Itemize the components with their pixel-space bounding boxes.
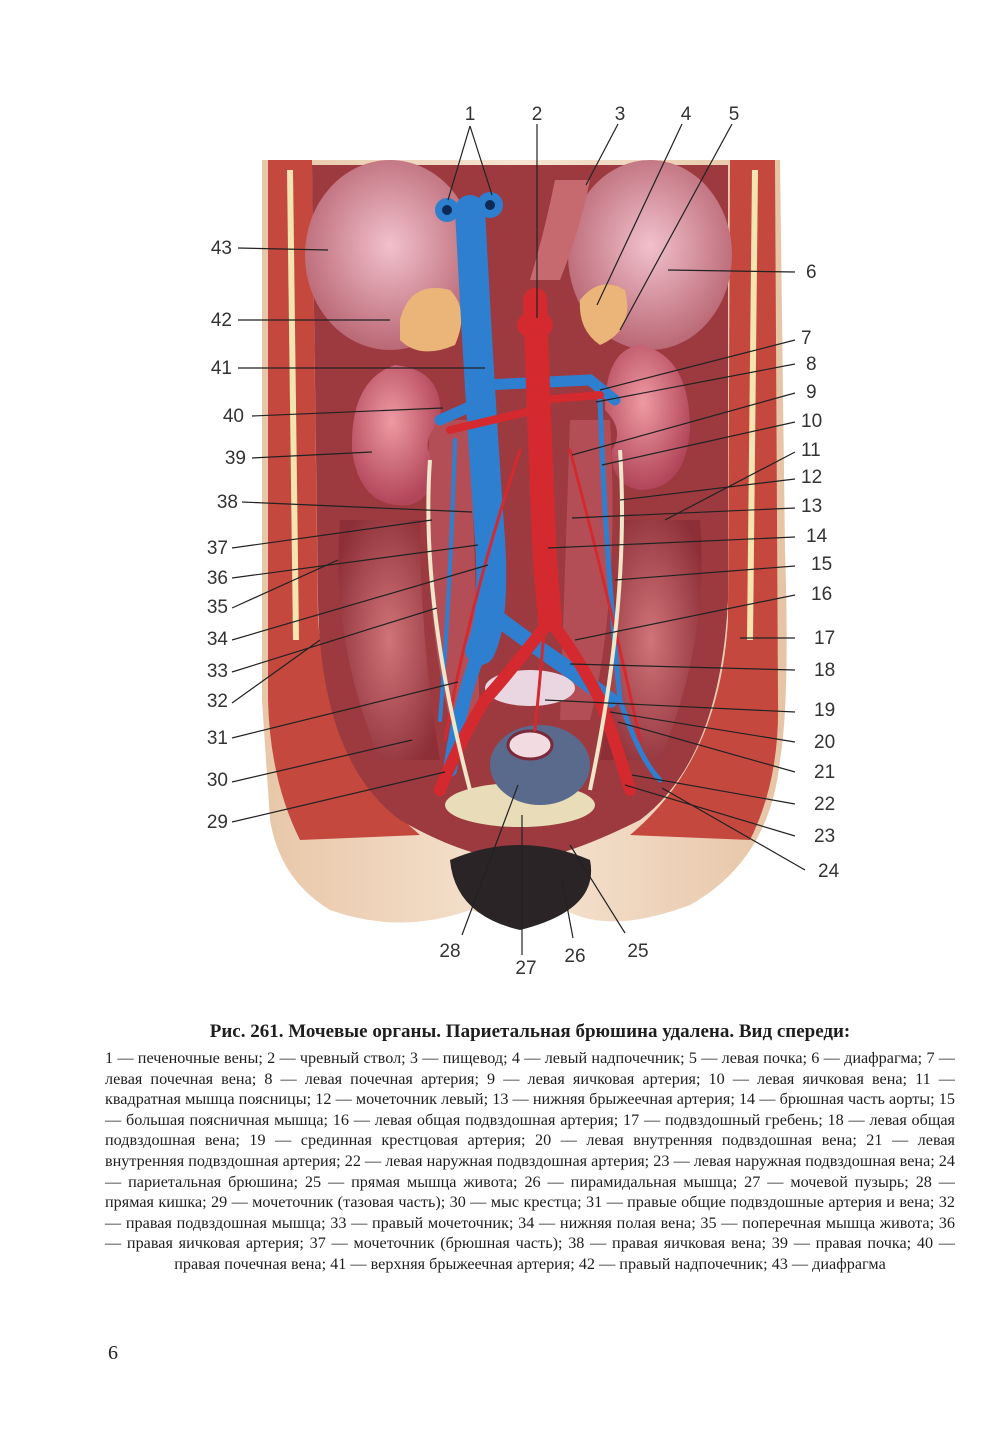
callout-39: 39 xyxy=(224,448,246,469)
caption-title: Рис. 261. Мочевые органы. Париетальная брюшина удалена. Вид спереди: xyxy=(209,1021,851,1042)
callout-43: 43 xyxy=(210,238,232,259)
callout-15: 15 xyxy=(811,554,833,575)
callout-24: 24 xyxy=(818,861,840,882)
pubic-hair xyxy=(450,845,591,930)
callout-17: 17 xyxy=(814,628,836,649)
callout-34: 34 xyxy=(206,629,228,650)
callout-13: 13 xyxy=(801,496,823,517)
callout-11: 11 xyxy=(801,440,821,461)
callout-8: 8 xyxy=(806,354,817,375)
figure-caption xyxy=(105,1020,955,1275)
callout-41: 41 xyxy=(210,358,232,379)
callout-14: 14 xyxy=(806,526,828,547)
callout-32: 32 xyxy=(206,691,228,712)
callout-20: 20 xyxy=(814,732,836,753)
callout-25: 25 xyxy=(627,941,649,962)
callout-42: 42 xyxy=(210,310,232,331)
callout-4: 4 xyxy=(680,104,692,125)
page-number: 6 xyxy=(108,1342,118,1364)
callout-9: 9 xyxy=(806,382,817,403)
callout-31: 31 xyxy=(206,728,228,749)
callout-28: 28 xyxy=(439,941,461,962)
callout-36: 36 xyxy=(206,568,228,589)
callout-38: 38 xyxy=(216,492,238,513)
callout-30: 30 xyxy=(206,770,228,791)
callout-33: 33 xyxy=(206,661,228,682)
celiac-trunk xyxy=(517,311,553,339)
callout-16: 16 xyxy=(811,584,833,605)
callout-19: 19 xyxy=(814,700,836,721)
callout-7: 7 xyxy=(801,328,812,349)
callout-5: 5 xyxy=(728,104,740,125)
callout-10: 10 xyxy=(801,411,823,432)
callout-2: 2 xyxy=(531,104,543,125)
callout-18: 18 xyxy=(814,660,836,681)
callout-26: 26 xyxy=(564,946,586,967)
callout-23: 23 xyxy=(814,826,836,847)
callout-37: 37 xyxy=(206,538,228,559)
callout-22: 22 xyxy=(814,794,836,815)
caption-legend: 1 — печеночные вены; 2 — чревный ствол; 3 — пищевод; 4 — левый надпочечник; 5 — левая почка; 6 — диафрагма; 7 — левая почечная вена; 8 — левая почечная артерия; 9 — левая яичковая артерия; 10 — левая яичковая вена; 11 — квадратная мышца поясницы; 12 — мочеточник левый; 13 — нижняя брыжеечная артерия; 14 — брюшная часть аорты; 15 — большая поясничная мышца; 16 — левая общая подвздошная артерия; 17 — подвздошный гребень; 18 — левая общая подвздошная вена; 19 — срединная крестцовая артерия; 20 — левая внутренняя подвздошная вена; 21 — левая внутренняя подвздошная артерия; 22 — левая наружная подвздошная артерия; 23 — левая наружная подвздошная вена; 24 — париетальная брюшина; 25 — прямая мышца живота; 26 — пирамидальная мышца; 27 — мочевой пузырь; 28 — прямая кишка; 29 — мочеточник (тазовая часть); 30 — мыс крестца; 31 — правые общие подвздошные артерия и вена; 32 — правая подвздошная мышца; 33 — правый мочеточник; 34 — нижняя полая вена; 35 — поперечная мышца живота; 36 — правая яичковая артерия; 37 — мочеточник (брюшная часть); 38 — правая яичковая вена; 39 — правая почка; 40 — правая почечная вена; 41 — верхняя брыжеечная артерия; 42 — правый надпочечник; 43 — диафрагма xyxy=(105,1049,955,1273)
callout-3: 3 xyxy=(614,104,626,125)
callout-21: 21 xyxy=(814,762,836,783)
callout-40: 40 xyxy=(222,406,244,427)
callout-6: 6 xyxy=(806,262,817,283)
callout-1: 1 xyxy=(464,104,476,125)
callout-35: 35 xyxy=(206,597,228,618)
callout-12: 12 xyxy=(801,467,823,488)
callout-29: 29 xyxy=(206,812,228,833)
callout-27: 27 xyxy=(515,958,537,979)
